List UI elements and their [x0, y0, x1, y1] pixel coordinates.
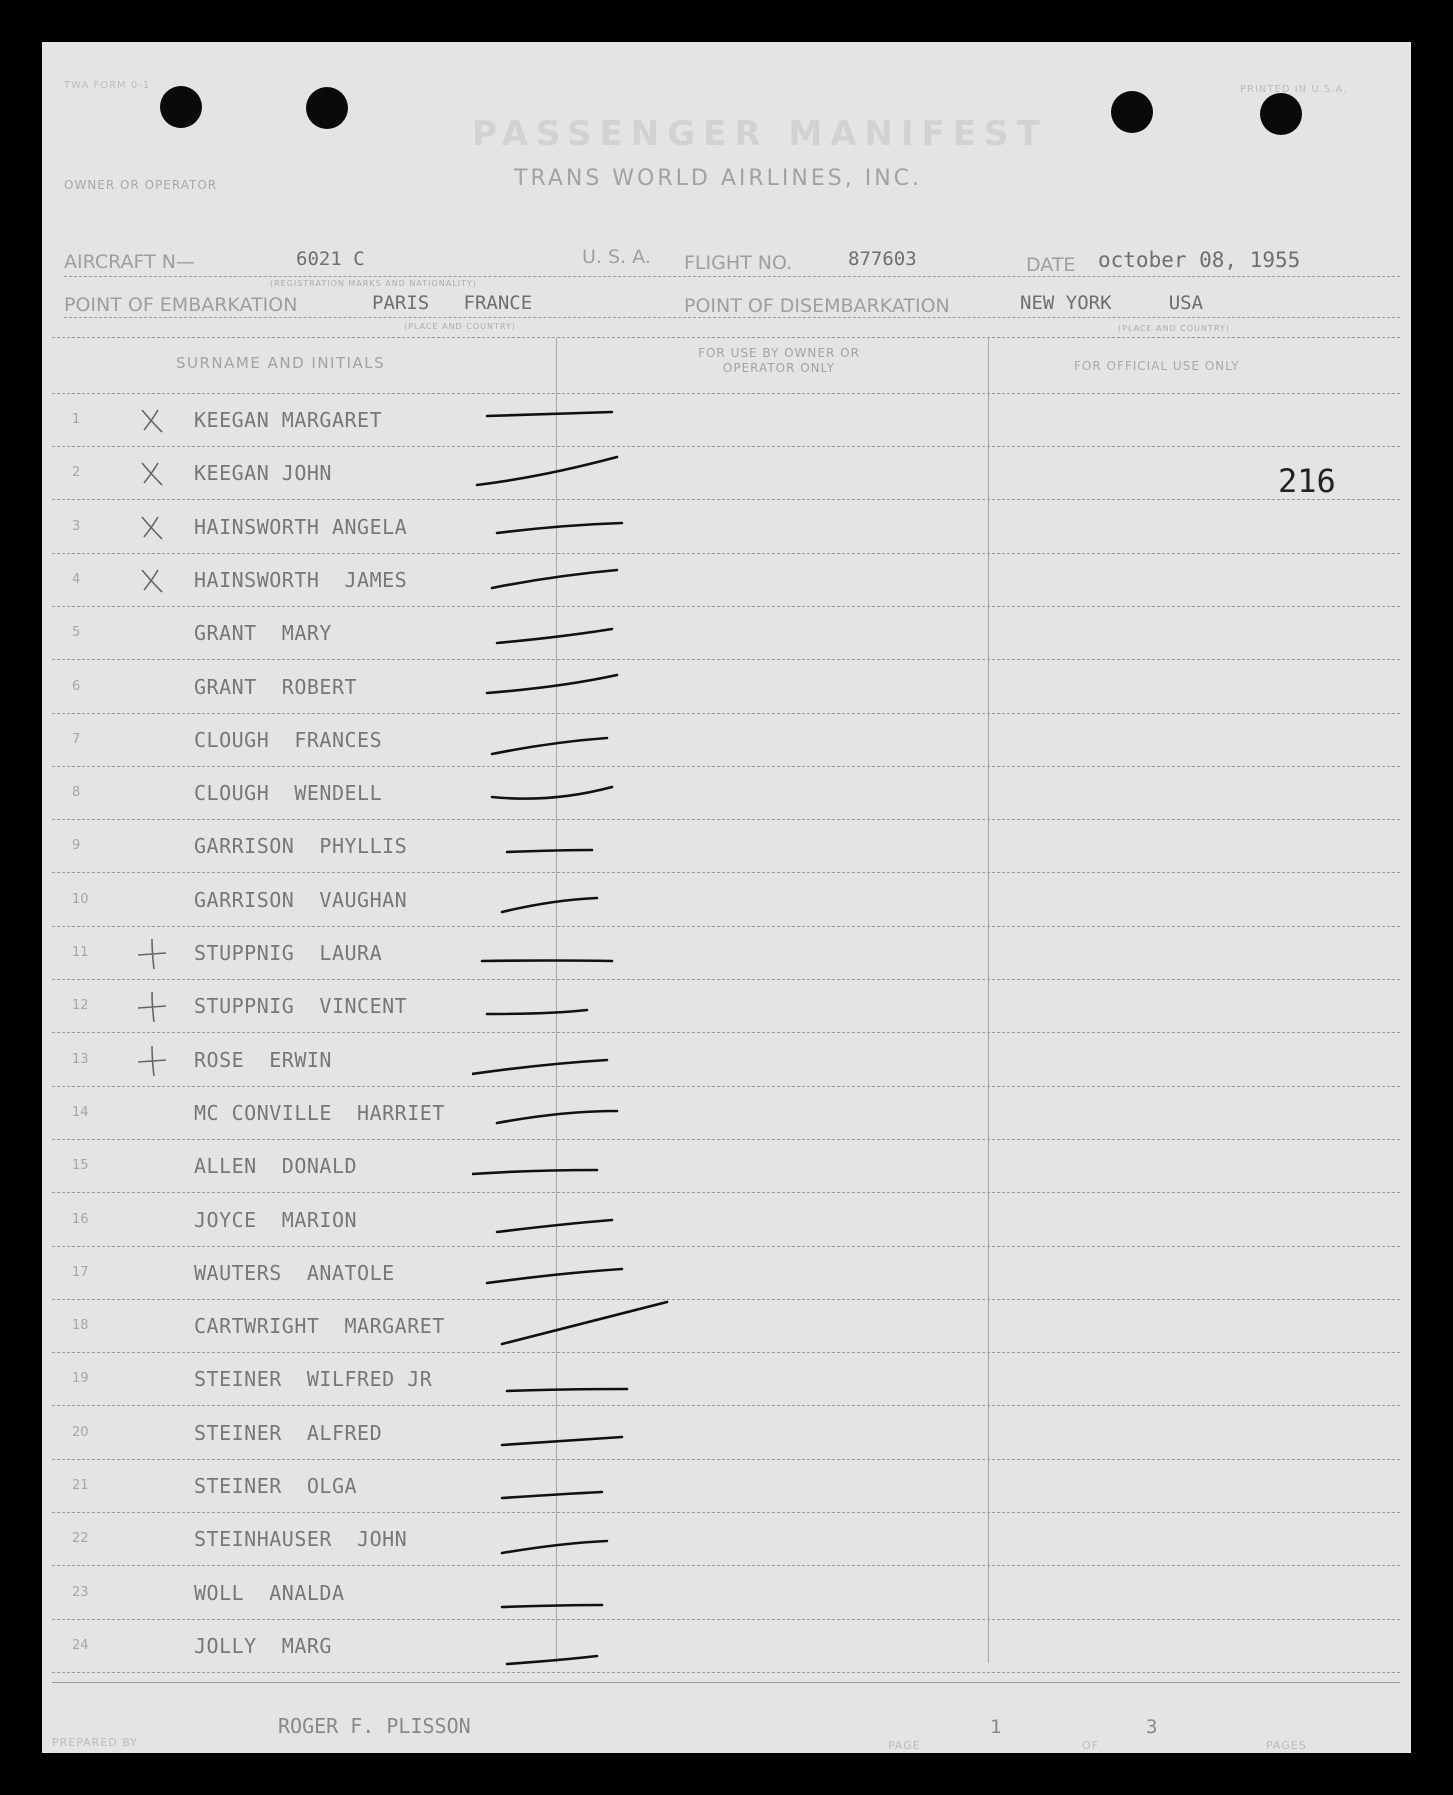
- disembarkation-place: NEW YORK USA: [1020, 292, 1204, 314]
- rule: [52, 337, 1400, 338]
- rule: [52, 1682, 1400, 1683]
- embarkation-place: PARIS FRANCE: [372, 292, 533, 314]
- form-number: TWA FORM 0-1: [64, 80, 151, 91]
- passenger-row: [52, 767, 1400, 820]
- row-number: 7: [72, 731, 81, 747]
- passenger-name: GARRISON PHYLLIS: [194, 834, 408, 859]
- column-header-owner: FOR USE BY OWNER OR OPERATOR ONLY: [698, 346, 860, 375]
- passenger-name: GARRISON VAUGHAN: [194, 887, 408, 912]
- embark-caption: (PLACE AND COUNTRY): [404, 322, 516, 331]
- passenger-name: KEEGAN MARGARET: [194, 408, 383, 432]
- ink-stroke: [472, 1567, 672, 1620]
- passenger-row: [52, 1407, 1400, 1460]
- row-number: 10: [72, 891, 89, 907]
- aircraft-label: AIRCRAFT N—: [64, 251, 196, 273]
- flight-number: 877603: [848, 248, 917, 270]
- passenger-row: [52, 927, 1400, 980]
- passenger-name: JOYCE MARION: [194, 1207, 358, 1232]
- nationality: U. S. A.: [582, 246, 651, 268]
- passenger-name: JOLLY MARG: [194, 1633, 332, 1658]
- ink-stroke: [472, 820, 672, 873]
- page-number: 1: [990, 1716, 1002, 1738]
- row-number: 3: [72, 518, 81, 534]
- row-rule: [52, 1672, 1400, 1673]
- ink-stroke: [472, 1620, 672, 1673]
- operator-name: TRANS WORLD AIRLINES, INC.: [514, 166, 923, 191]
- manifest-sheet: [42, 42, 1411, 1753]
- ink-stroke: [472, 874, 672, 927]
- row-number: 4: [72, 571, 81, 587]
- flight-date: october 08, 1955: [1098, 248, 1301, 272]
- page-label: PAGE: [888, 1739, 921, 1752]
- rule: [64, 317, 1400, 318]
- passenger-row: [52, 661, 1400, 714]
- passenger-row: [52, 394, 1400, 447]
- ink-stroke: [472, 927, 672, 980]
- passenger-row: [52, 554, 1400, 607]
- row-number: 12: [72, 998, 89, 1014]
- official-number: 216: [1278, 462, 1336, 500]
- check-x-mark: [132, 402, 172, 438]
- manifest-title: PASSENGER MANIFEST: [472, 114, 1048, 154]
- row-number: 15: [72, 1158, 89, 1174]
- flight-label: FLIGHT NO.: [684, 252, 793, 274]
- pages-label: PAGES: [1266, 1739, 1307, 1752]
- row-number: 6: [72, 678, 81, 694]
- passenger-name: ROSE ERWIN: [194, 1047, 332, 1072]
- punch-hole: [306, 87, 348, 129]
- passenger-row: [52, 1353, 1400, 1406]
- ink-stroke: [472, 1353, 672, 1406]
- passenger-row: [52, 1140, 1400, 1193]
- passenger-row: [52, 874, 1400, 927]
- passenger-row: [52, 980, 1400, 1033]
- ink-stroke: [472, 1407, 672, 1460]
- passenger-name: KEEGAN JOHN: [194, 461, 332, 486]
- ink-stroke: [472, 1513, 672, 1566]
- check-x-mark: [132, 509, 172, 545]
- passenger-row: [52, 1194, 1400, 1247]
- disembarkation-label: POINT OF DISEMBARKATION: [684, 295, 950, 317]
- row-number: 17: [72, 1264, 89, 1280]
- passenger-row: [52, 607, 1400, 660]
- passenger-name: GRANT ROBERT: [194, 674, 358, 699]
- passenger-name: MC CONVILLE HARRIET: [194, 1100, 445, 1125]
- embarkation-label: POINT OF EMBARKATION: [64, 294, 298, 316]
- punch-hole: [160, 86, 202, 128]
- passenger-name: HAINSWORTH ANGELA: [194, 514, 408, 539]
- row-number: 20: [72, 1424, 89, 1440]
- passenger-row: [52, 820, 1400, 873]
- ink-stroke: [472, 501, 672, 554]
- row-number: 5: [72, 625, 81, 641]
- check-x-mark: [132, 562, 172, 598]
- passenger-name: STEINER WILFRED JR: [194, 1367, 433, 1392]
- passenger-row: [52, 1513, 1400, 1566]
- row-number: 23: [72, 1584, 89, 1600]
- passenger-name: STUPPNIG LAURA: [194, 941, 383, 965]
- ink-stroke: [472, 1300, 672, 1353]
- ink-stroke: [472, 447, 672, 500]
- punch-hole: [1111, 91, 1153, 133]
- aircraft-registration: 6021 C: [296, 248, 365, 270]
- passenger-name: CLOUGH FRANCES: [194, 727, 383, 752]
- ink-stroke: [472, 661, 672, 714]
- prepared-label: PREPARED BY: [52, 1736, 138, 1749]
- passenger-row: [52, 447, 1400, 500]
- owner-label: OWNER OR OPERATOR: [64, 178, 218, 192]
- registration-caption: (REGISTRATION MARKS AND NATIONALITY): [270, 279, 477, 288]
- passenger-name: STEINHAUSER JOHN: [194, 1527, 408, 1552]
- rule: [64, 276, 1400, 277]
- passenger-row: [52, 1034, 1400, 1087]
- passenger-name: CARTWRIGHT MARGARET: [194, 1314, 445, 1339]
- passenger-name: HAINSWORTH JAMES: [194, 567, 408, 592]
- ink-stroke: [472, 1087, 672, 1140]
- passenger-name: STEINER OLGA: [194, 1474, 358, 1498]
- passenger-name: WOLL ANALDA: [194, 1580, 345, 1605]
- passenger-name: WAUTERS ANATOLE: [194, 1260, 395, 1285]
- passenger-name: GRANT MARY: [194, 621, 332, 646]
- ink-stroke: [472, 1460, 672, 1513]
- row-number: 22: [72, 1531, 89, 1547]
- ink-stroke: [472, 1194, 672, 1247]
- row-number: 14: [72, 1104, 89, 1120]
- ink-stroke: [472, 554, 672, 607]
- check-plus-mark: [132, 935, 172, 971]
- passenger-row: [52, 1300, 1400, 1353]
- passenger-row: [52, 1460, 1400, 1513]
- row-number: 13: [72, 1051, 89, 1067]
- passenger-row: [52, 1087, 1400, 1140]
- passenger-name: STUPPNIG VINCENT: [194, 994, 408, 1019]
- ink-stroke: [472, 980, 672, 1033]
- column-header-official: FOR OFFICIAL USE ONLY: [1074, 359, 1240, 373]
- date-label: DATE: [1026, 254, 1076, 276]
- row-number: 1: [72, 412, 81, 427]
- column-header-surname: SURNAME AND INITIALS: [176, 354, 386, 372]
- printed-in: PRINTED IN U.S.A.: [1240, 84, 1348, 95]
- ink-stroke: [472, 767, 672, 820]
- disembark-caption: (PLACE AND COUNTRY): [1118, 324, 1230, 333]
- ink-stroke: [472, 394, 672, 447]
- passenger-row: [52, 1620, 1400, 1673]
- passenger-row: [52, 1247, 1400, 1300]
- passenger-name: STEINER ALFRED: [194, 1420, 383, 1445]
- check-plus-mark: [132, 1042, 172, 1078]
- row-number: 19: [72, 1371, 89, 1387]
- passenger-row: [52, 1567, 1400, 1620]
- row-number: 11: [72, 945, 89, 960]
- ink-stroke: [472, 714, 672, 767]
- row-number: 18: [72, 1318, 89, 1334]
- prepared-by: ROGER F. PLISSON: [278, 1714, 471, 1738]
- row-number: 21: [72, 1478, 89, 1493]
- row-number: 24: [72, 1637, 89, 1653]
- passenger-row: [52, 501, 1400, 554]
- passenger-row: [52, 714, 1400, 767]
- ink-stroke: [472, 607, 672, 660]
- check-plus-mark: [132, 988, 172, 1024]
- punch-hole: [1260, 93, 1302, 135]
- ink-stroke: [472, 1034, 672, 1087]
- of-label: OF: [1082, 1739, 1099, 1752]
- row-number: 2: [72, 465, 81, 481]
- passenger-name: ALLEN DONALD: [194, 1154, 358, 1179]
- page-total: 3: [1146, 1716, 1158, 1738]
- row-number: 8: [72, 785, 81, 801]
- ink-stroke: [472, 1140, 672, 1193]
- ink-stroke: [472, 1247, 672, 1300]
- passenger-name: CLOUGH WENDELL: [194, 781, 383, 806]
- check-x-mark: [132, 455, 172, 491]
- row-number: 16: [72, 1211, 89, 1227]
- row-number: 9: [72, 838, 81, 854]
